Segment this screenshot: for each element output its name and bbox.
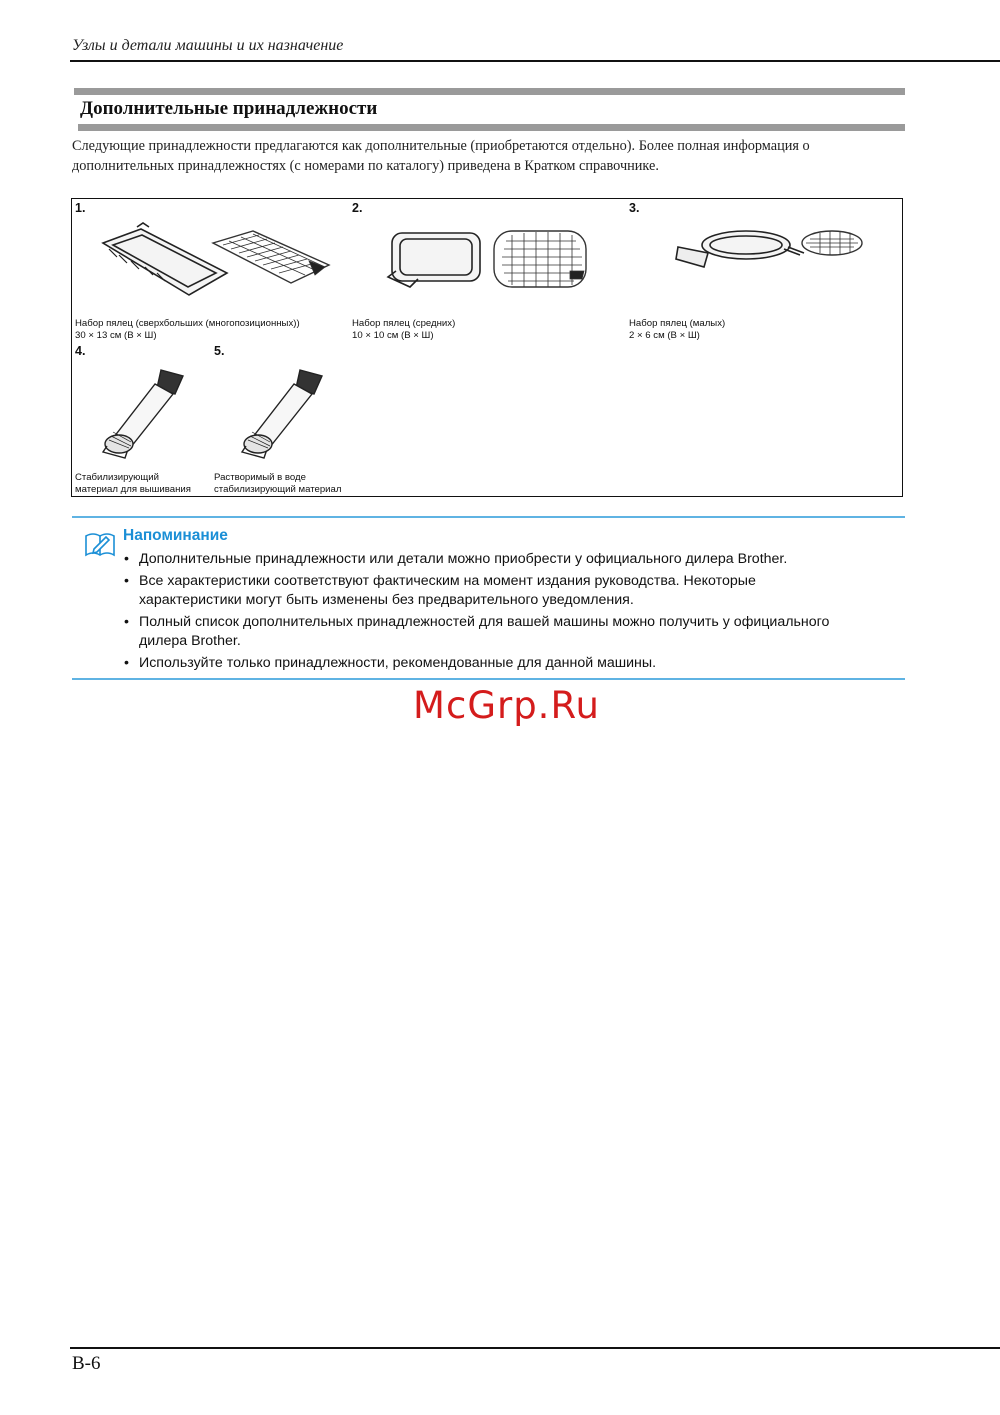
accessory-item-2	[352, 201, 622, 341]
accessory-item-1	[75, 201, 345, 341]
accessory-number: 4.	[75, 344, 86, 358]
note-line-2: характеристики могут быть изменены без предварительного уведомления.	[139, 592, 634, 608]
accessory-number: 5.	[214, 344, 225, 358]
accessory-caption	[75, 472, 191, 496]
extra-large-hoop-icon	[95, 215, 335, 309]
medium-hoop-icon	[382, 215, 592, 299]
list-item	[124, 572, 904, 611]
caption-line-2: 10 × 10 см (В × Ш)	[352, 330, 434, 341]
accessory-caption	[75, 318, 300, 342]
caption-line-2: материал для вышивания	[75, 484, 191, 495]
intro-line-1: Следующие принадлежности предлагаются как дополнительные (приобретаются отдельно). Более полная информация о	[72, 138, 810, 154]
accessory-item-4	[75, 344, 210, 496]
section-bar-top	[74, 88, 905, 95]
small-hoop-icon	[674, 219, 864, 293]
note-line-1: Дополнительные принадлежности или детали можно приобрести у официального дилера Brother.	[139, 551, 788, 567]
note-line-1: Используйте только принадлежности, рекомендованные для данной машины.	[139, 654, 657, 671]
note-rule-top	[72, 516, 905, 518]
note-line-2: дилера Brother.	[139, 633, 241, 649]
intro-paragraph	[72, 136, 906, 176]
list-item	[124, 654, 904, 674]
list-item	[124, 550, 904, 570]
header-rule	[70, 60, 1000, 62]
accessory-number: 1.	[75, 201, 86, 215]
caption-line-1: Набор пялец (сверхбольших (многопозиционных))	[75, 318, 300, 329]
accessory-caption	[629, 318, 725, 342]
accessory-caption	[214, 472, 341, 496]
accessory-number: 3.	[629, 201, 640, 215]
intro-line-2: дополнительных принадлежностях (с номерами по каталогу) приведена в Кратком справочнике.	[72, 158, 659, 174]
accessory-number: 2.	[352, 201, 363, 215]
accessories-box	[71, 198, 903, 497]
caption-line-2: стабилизирующий материал	[214, 484, 342, 495]
bullet: •	[124, 613, 129, 630]
caption-line-1: Растворимый в воде	[214, 472, 306, 483]
note-line-1: Все характеристики соответствуют фактическим на момент издания руководства. Некоторые	[139, 572, 756, 589]
accessory-caption	[352, 318, 455, 342]
page-number: B-6	[72, 1353, 101, 1374]
caption-line-2: 2 × 6 см (В × Ш)	[629, 330, 700, 341]
footer-rule	[70, 1347, 1000, 1349]
section-title: Дополнительные принадлежности	[80, 98, 378, 119]
accessory-item-3	[629, 201, 899, 341]
note-line-1: Полный список дополнительных принадлежностей для вашей машины можно получить у официального	[139, 613, 830, 630]
caption-line-2: 30 × 13 см (В × Ш)	[75, 330, 157, 341]
water-soluble-stabilizer-icon	[238, 364, 328, 460]
section-bar-bottom	[78, 124, 905, 131]
bullet: •	[124, 551, 129, 567]
memo-pencil-icon	[84, 531, 116, 557]
bullet: •	[124, 572, 129, 589]
caption-line-1: Набор пялец (малых)	[629, 318, 726, 329]
caption-line-1: Набор пялец (средних)	[352, 318, 456, 329]
stabilizer-roll-icon	[99, 364, 189, 460]
note-title: Напоминание	[123, 527, 228, 544]
accessory-item-5	[214, 344, 364, 496]
running-header: Узлы и детали машины и их назначение	[72, 37, 344, 54]
caption-line-1: Стабилизирующий	[75, 472, 159, 483]
watermark: McGrp.Ru	[413, 684, 600, 727]
note-rule-bottom	[72, 678, 905, 680]
note-list	[124, 550, 904, 675]
bullet: •	[124, 654, 129, 671]
list-item	[124, 613, 904, 652]
